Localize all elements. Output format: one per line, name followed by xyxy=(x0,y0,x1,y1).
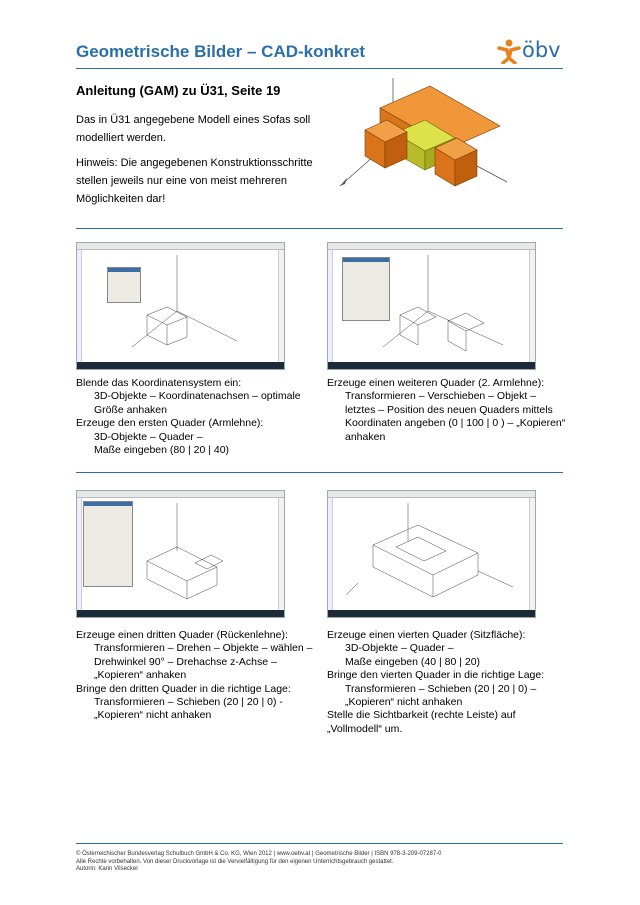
instruction-line: Maße eingeben (40 | 80 | 20) xyxy=(345,655,481,668)
instruction-line: Transformieren – Schieben (20 | 20 | 0) - „Kopieren“ nicht anhaken xyxy=(94,696,283,722)
section-divider xyxy=(76,472,563,473)
instruction-line: Transformieren – Schieben (20 | 20 | 0) – „Kopieren“ nicht anhaken xyxy=(345,682,537,709)
document-title: Geometrische Bilder – CAD-konkret xyxy=(76,42,366,61)
publisher-logo xyxy=(497,38,567,66)
intro-text: Das in Ü31 angegebene Modell eines Sofas soll modelliert werden. xyxy=(76,114,311,144)
instruction-step-3 xyxy=(76,629,316,723)
section-divider xyxy=(76,228,563,229)
instruction-line: Transformieren – Verschieben – Objekt – letztes – Position des neuen Quaders mittels Koordinaten angeben (0 | 100 | 0 ) – „Kopieren“ anhaken xyxy=(345,390,566,443)
instruction-step-1 xyxy=(76,377,316,457)
instruction-line: Maße eingeben (80 | 20 | 40) xyxy=(94,444,230,457)
header-rule xyxy=(76,68,563,69)
instruction-line: 3D-Objekte – Koordinatenachsen – optimale Größe anhaken xyxy=(94,390,301,416)
logo-figure-icon xyxy=(497,38,521,64)
instruction-line: Transformieren – Drehen – Objekte – wählen – Drehwinkel 90° – Drehachse z-Achse – „Kopieren“ anhaken xyxy=(94,642,313,682)
instruction-line: 3D-Objekte – Quader – xyxy=(94,430,203,443)
instruction-line: Bringe den dritten Quader in die richtige Lage: xyxy=(76,682,291,695)
footer-rule xyxy=(76,843,563,844)
section-title: Anleitung (GAM) zu Ü31, Seite 19 xyxy=(76,83,281,98)
footer xyxy=(76,851,442,874)
instruction-line: Erzeuge einen dritten Quader (Rückenlehne): xyxy=(76,629,288,641)
instruction-line: Erzeuge einen weiteren Quader (2. Armlehne): xyxy=(327,377,545,389)
instruction-line: Bringe den vierten Quader in die richtige Lage: xyxy=(327,669,545,682)
screenshot-step-1 xyxy=(76,242,285,370)
instruction-line: Erzeuge einen vierten Quader (Sitzfläche): xyxy=(327,629,526,641)
logo-text: öbv xyxy=(522,38,561,62)
instruction-line: Blende das Koordinatensystem ein: xyxy=(76,377,242,389)
rights-line: Alle Rechte vorbehalten. Von dieser Druckvorlage ist die Vervielfältigung für den eigenen Unterrichtsgebrauch gestattet. xyxy=(76,858,394,865)
instruction-line: 3D-Objekte – Quader – xyxy=(345,642,454,655)
screenshot-step-2 xyxy=(327,242,536,370)
instruction-line: Erzeuge den ersten Quader (Armlehne): xyxy=(76,417,264,430)
instruction-step-4 xyxy=(327,629,567,736)
hint-text: Hinweis: Die angegebenen Konstruktionsschritte stellen jeweils nur eine von meist mehreren Möglichkeiten dar! xyxy=(76,157,313,205)
instruction-step-2 xyxy=(327,377,567,444)
author-line: Autorin: Karin Vilsecker xyxy=(76,866,139,872)
screenshot-step-4 xyxy=(327,490,536,618)
sofa-model-image xyxy=(335,78,515,198)
screenshot-step-3 xyxy=(76,490,285,618)
instruction-line: Stelle die Sichtbarkeit (rechte Leiste) auf „Vollmodell“ um. xyxy=(327,709,516,735)
copyright-line: © Österreichischer Bundesverlag Schulbuch GmbH & Co. KG, Wien 2012 | www.oebv.at | Geometrische Bilder | ISBN 978-3-209-07287-0 xyxy=(76,851,442,857)
